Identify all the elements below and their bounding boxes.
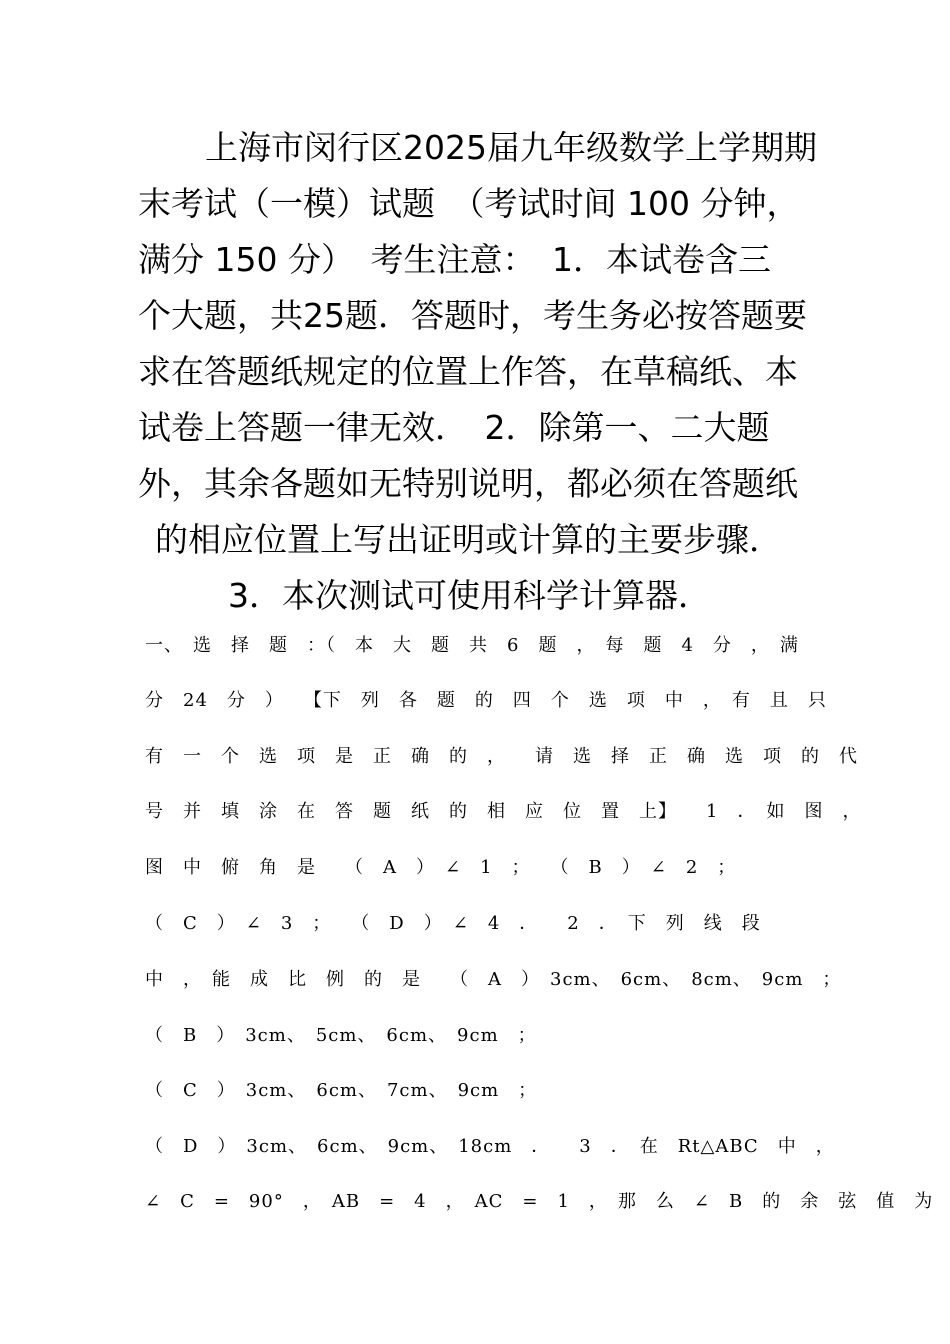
section-line-4: 号 并 填 涂 在 答 题 纸 的 相 应 位 置 上】 1 ． 如 图 ，	[145, 801, 862, 822]
header-line-7: 外，其余各题如无特别说明，都必须在答题纸	[138, 464, 798, 503]
section-line-11: ∠ C = 90° ， AB = 4 ， AC = 1 ， 那 么 ∠ B 的 余 弦 值 为	[145, 1191, 934, 1212]
header-line-9: 3．本次测试可使用科学计算器．	[228, 576, 711, 615]
section-line-10: （ D ） 3cm、 6cm、 9cm、 18cm ． 3 ． 在 Rt△ABC 中 ，	[145, 1136, 835, 1157]
section-line-8: （ B ） 3cm、 5cm、 6cm、 9cm ；	[145, 1025, 537, 1046]
header-line-3: 满分 150 分） 考生注意： 1．本试卷含三	[138, 240, 771, 279]
header-line-2: 末考试（一模）试题 （考试时间 100 分钟，	[138, 184, 800, 223]
header-line-8: 的相应位置上写出证明或计算的主要步骤．	[155, 520, 782, 559]
header-line-1: 上海市闵行区2025届九年级数学上学期期	[205, 128, 817, 167]
section-line-2: 分 24 分 ） 【下 列 各 题 的 四 个 选 项 中 ， 有 且 只	[145, 690, 827, 711]
section-line-3: 有 一 个 选 项 是 正 确 的 ， 请 选 择 正 确 选 项 的 代	[145, 746, 858, 767]
section-line-7: 中 ， 能 成 比 例 的 是 （ A ） 3cm、 6cm、 8cm、 9cm ；	[145, 969, 842, 990]
header-line-6: 试卷上答题一律无效． 2．除第一、二大题	[138, 408, 770, 447]
section-line-9: （ C ） 3cm、 6cm、 7cm、 9cm ；	[145, 1080, 538, 1101]
section-line-6: （ C ） ∠ 3 ； （ D ） ∠ 4 ． 2 ． 下 列 线 段	[145, 913, 761, 934]
header-line-4: 个大题，共25题．答题时，考生务必按答题要	[138, 296, 807, 335]
section-line-1: 一、 选 择 题 ：（ 本 大 题 共 6 题 ， 每 题 4 分 ， 满	[145, 635, 799, 656]
header-line-5: 求在答题纸规定的位置上作答，在草稿纸、本	[138, 352, 798, 391]
section-line-5: 图 中 俯 角 是 （ A ） ∠ 1 ； （ B ） ∠ 2 ；	[145, 857, 737, 878]
